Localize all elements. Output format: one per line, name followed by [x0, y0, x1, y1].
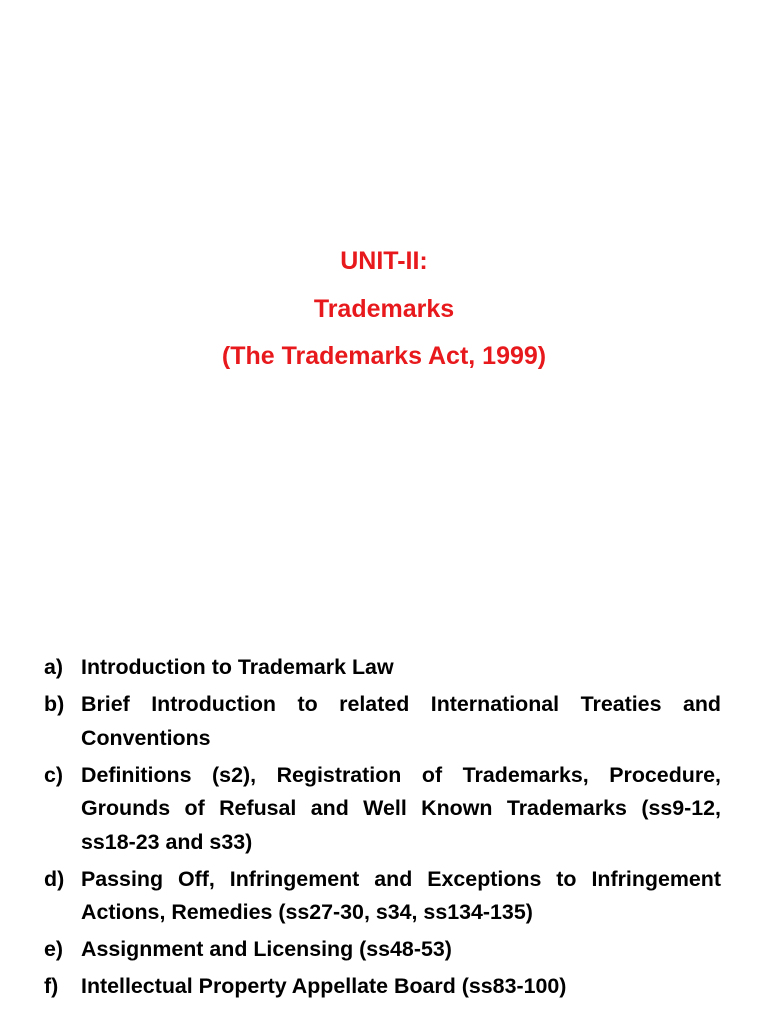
topic-text: Passing Off, Infringement and Exceptions to Infringement Actions, Remedies (ss27-30, s34, ss134-135) — [81, 866, 721, 924]
topic-marker: f) — [44, 974, 59, 998]
topic-item-d — [44, 863, 721, 930]
topic-item-f — [44, 970, 721, 1004]
topic-marker: e) — [44, 937, 64, 961]
topic-item-e — [44, 933, 721, 967]
topic-text: Brief Introduction to related International Treaties and Conventions — [81, 692, 721, 750]
topic-item-b — [44, 688, 721, 755]
topic-marker: c) — [44, 762, 64, 787]
topic-item-c — [44, 759, 721, 860]
slide-title — [0, 238, 768, 381]
topic-list — [44, 651, 721, 1007]
topic-text: Introduction to Trademark Law — [81, 655, 394, 679]
topic-marker: b) — [44, 692, 65, 716]
subject-heading: Trademarks — [313, 294, 455, 323]
topic-text: Intellectual Property Appellate Board (ss83-100) — [81, 974, 567, 998]
topic-text: Assignment and Licensing (ss48-53) — [81, 937, 452, 961]
topic-item-a — [44, 651, 721, 685]
topic-text: Definitions (s2), Registration of Trademarks, Procedure, Grounds of Refusal and Well Known Trademarks (ss9-12, ss18-23 and s33) — [81, 762, 721, 854]
act-heading: (The Trademarks Act, 1999) — [221, 342, 547, 370]
topic-marker: a) — [44, 655, 64, 679]
unit-heading: UNIT-II: — [340, 247, 428, 275]
topic-marker: d) — [44, 866, 65, 891]
